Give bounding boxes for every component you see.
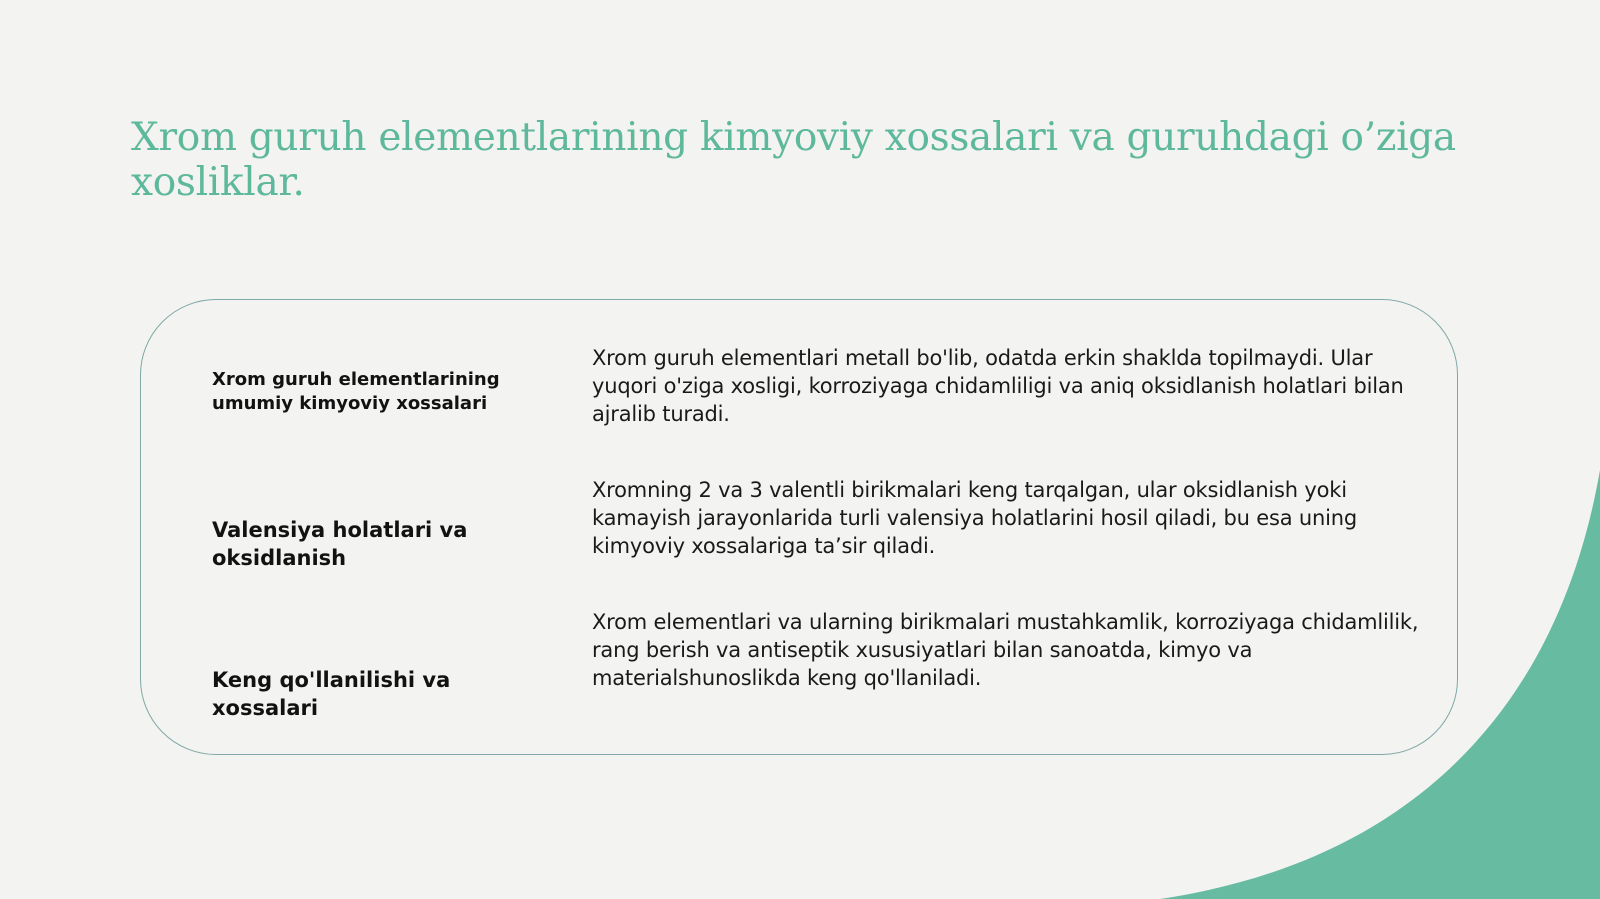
row-text: Xrom elementlari va ularning birikmalari mustahkamlik, korroziyaga chidamlilik, rang berish va antiseptik xususiyatlari bilan sanoatda, kimyo va materialshunoslikda keng qo'llaniladi. xyxy=(592,610,1419,690)
row-text: Xrom guruh elementlari metall bo'lib, odatda erkin shaklda topilmaydi. Ular yuqori o'ziga xosligi, korroziyaga chidamliligi va aniq oksidlanish holatlari bilan ajralib turadi. xyxy=(592,346,1404,426)
row-heading: Xrom guruh elementlarining umumiy kimyoviy xossalari xyxy=(212,369,500,414)
row-heading: Keng qo'llanilishi va xossalari xyxy=(212,668,451,720)
slide-title: Xrom guruh elementlarining kimyoviy xossalari va guruhdagi o’ziga xosliklar. xyxy=(131,115,1456,205)
content-card xyxy=(140,299,1458,755)
row-heading: Valensiya holatlari va oksidlanish xyxy=(212,518,468,570)
row-text: Xromning 2 va 3 valentli birikmalari keng tarqalgan, ular oksidlanish yoki kamayish jarayonlarida turli valensiya holatlarini hosil qiladi, bu esa uning kimyoviy xossalariga ta’sir qiladi. xyxy=(592,478,1357,558)
